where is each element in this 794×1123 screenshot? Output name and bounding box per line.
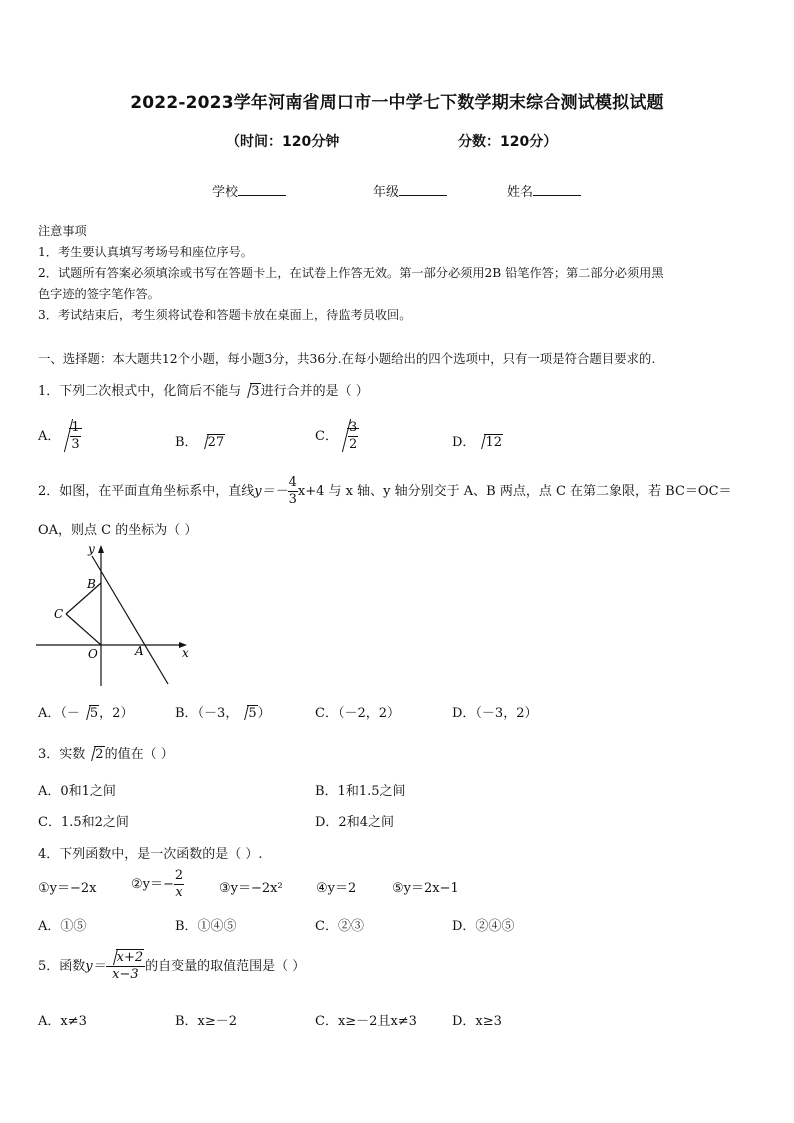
grade-field [373, 181, 447, 200]
q3-option-d[interactable]: D．2和4之间 [315, 815, 394, 830]
option-label: D． [452, 435, 476, 450]
q1-text-end: 进行合并的是（ ） [260, 384, 369, 399]
sqrt-symbol [198, 435, 226, 450]
q5-text-end: 的自变量的取值范围是（ ） [145, 959, 306, 974]
q2-text-line2: OA，则点 C 的坐标为（ ） [38, 523, 198, 538]
q2-option-c[interactable]: C．（－2，2） [315, 706, 400, 721]
sqrt-symbol [60, 420, 81, 453]
exam-time: （时间：120分钟 [226, 134, 340, 150]
q2-option-d[interactable]: D．（－3，2） [452, 706, 538, 721]
q4-option-c[interactable]: C．②③ [315, 919, 364, 934]
label-o: O [88, 647, 98, 661]
sqrt-symbol [80, 706, 99, 721]
q1-option-c[interactable] [315, 420, 359, 453]
question-4-stem: 4．下列函数中，是一次函数的是（ ）. [38, 847, 263, 862]
notes-item: 色字迹的签字笔作答。 [38, 287, 160, 301]
exam-score: 分数：120分） [458, 134, 558, 150]
school-field [212, 181, 286, 200]
sqrt-symbol [107, 950, 145, 966]
question-2-stem [38, 475, 732, 508]
q5-equation: y＝ [85, 959, 106, 974]
fraction-numerator: 2 [174, 868, 184, 883]
q5-option-d[interactable]: D．x≥3 [452, 1014, 502, 1029]
fraction [174, 868, 184, 901]
option-label: A．（－ [38, 706, 80, 721]
q3-option-a[interactable]: A．0和1之间 [38, 784, 116, 799]
notes-heading: 注意事项 [38, 224, 87, 238]
q5-option-a[interactable]: A．x≠3 [38, 1014, 87, 1029]
q5-option-c[interactable]: C．x≥－2且x≠3 [315, 1014, 417, 1029]
radicand: 5 [248, 706, 257, 721]
function-text: ②y＝− [131, 877, 174, 892]
notes-item: 1．考生要认真填写考场号和座位序号。 [38, 245, 253, 259]
q2-text: 2．如图，在平面直角坐标系中，直线 [38, 484, 255, 499]
q4-option-a[interactable]: A．①⑤ [38, 919, 87, 934]
option-label: B．（－3， [175, 706, 239, 721]
sqrt-symbol [338, 420, 359, 453]
name-label: 姓名 [507, 185, 534, 200]
sqrt-symbol [241, 384, 260, 399]
radicand: 5 [89, 706, 99, 721]
fraction-denominator: x [175, 885, 183, 900]
label-a: A [135, 644, 144, 658]
fraction-denominator: x−3 [112, 967, 139, 982]
q1-option-a[interactable] [38, 420, 82, 453]
q3-option-b[interactable]: B．1和1.5之间 [315, 784, 406, 799]
q2-option-a[interactable] [38, 702, 133, 721]
grade-blank[interactable] [399, 183, 447, 196]
q3-text: 3．实数 [38, 747, 86, 762]
q4-function-2 [131, 868, 184, 901]
school-blank[interactable] [238, 183, 286, 196]
sqrt-symbol [238, 706, 257, 721]
fraction [106, 950, 146, 983]
radicand: 27 [207, 435, 225, 450]
q4-option-d[interactable]: D．②④⑤ [452, 919, 515, 934]
q3-option-c[interactable]: C．1.5和2之间 [38, 815, 129, 830]
sqrt-symbol [85, 747, 104, 762]
fraction-numerator: x+2 [116, 950, 144, 965]
q4-option-b[interactable]: B．①④⑤ [175, 919, 237, 934]
option-label: B． [175, 435, 198, 450]
label-x: x [182, 646, 189, 660]
option-text-end: ，2） [99, 706, 134, 721]
q1-radicand: 3 [251, 384, 260, 399]
fraction-denominator: 3 [288, 492, 297, 507]
question-3-stem [38, 743, 174, 762]
radicand: 12 [485, 435, 502, 450]
notes-item: 2．试题所有答案必须填涂或书写在答题卡上，在试卷上作答无效。第一部分必须用2B 铅笔作答；第二部分必须用黑 [38, 266, 664, 280]
option-text-end: ） [257, 706, 271, 721]
name-field [507, 181, 581, 200]
option-label: A． [38, 429, 61, 444]
q1-option-d[interactable] [452, 431, 503, 450]
option-label: C． [315, 429, 338, 444]
radicand: 2 [95, 747, 104, 762]
q4-function-3: ③y＝−2x² [219, 881, 283, 896]
q3-text-end: 的值在（ ） [104, 747, 174, 762]
q2-text-end: x+4 与 x 轴、y 轴分别交于 A、B 两点，点 C 在第二象限，若 BC＝OC＝ [297, 484, 732, 499]
q5-option-b[interactable]: B．x≥－2 [175, 1014, 238, 1029]
page-title: 2022-2023学年河南省周口市一中学七下数学期末综合测试模拟试题 [130, 93, 664, 113]
q2-equation: y＝－ [254, 484, 288, 499]
fraction-denominator: 2 [348, 437, 358, 452]
fraction-numerator: 4 [288, 475, 297, 490]
sqrt-symbol [475, 435, 503, 450]
fraction [288, 475, 298, 508]
section-heading: 一、选择题：本大题共12个小题，每小题3分，共36分.在每小题给出的四个选项中，只有一项是符合题目要求的. [38, 351, 656, 366]
q2-option-b[interactable] [175, 702, 271, 721]
q5-text: 5．函数 [38, 959, 86, 974]
question-5-stem [38, 950, 305, 983]
fraction-numerator: 3 [348, 420, 358, 435]
school-label: 学校 [212, 185, 239, 200]
question-1-stem [38, 380, 369, 399]
q1-option-b[interactable] [175, 431, 225, 450]
notes-item: 3．考试结束后，考生须将试卷和答题卡放在桌面上，待监考员收回。 [38, 308, 412, 322]
q4-function-1: ①y＝−2x [38, 881, 97, 896]
fraction-denominator: 3 [71, 437, 80, 452]
label-y: y [88, 542, 95, 556]
q1-text: 1．下列二次根式中，化简后不能与 [38, 384, 242, 399]
label-c: C [54, 607, 64, 621]
q4-function-5: ⑤y＝2x−1 [392, 881, 459, 896]
notes-block [38, 221, 664, 326]
name-blank[interactable] [533, 183, 581, 196]
q4-function-4: ④y＝2 [316, 881, 357, 896]
coordinate-figure [32, 538, 197, 688]
label-b: B [87, 577, 96, 591]
grade-label: 年级 [373, 185, 400, 200]
fraction-numerator: 1 [71, 420, 80, 435]
